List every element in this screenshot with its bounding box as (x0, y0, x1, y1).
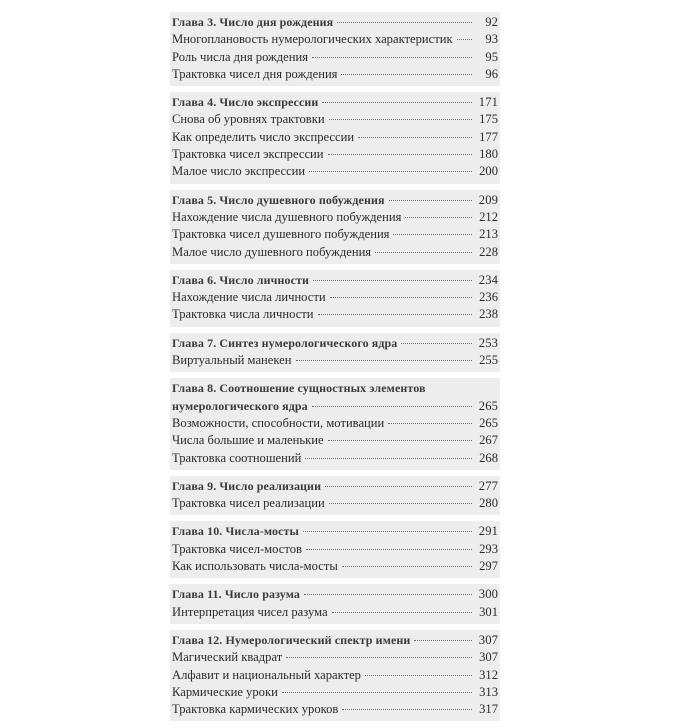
chapter-block (170, 584, 500, 624)
dot-leader (389, 200, 472, 201)
toc-entry-page-number: 301 (479, 604, 498, 619)
toc-entry-title: Алфавит и национальный характер (172, 667, 361, 682)
dot-leader (304, 594, 472, 595)
toc-entry (172, 163, 498, 180)
toc-entry-page-number: 228 (479, 244, 498, 259)
toc-entry-title: Многоплановость нумерологических характеристик (172, 32, 453, 47)
dot-leader (375, 252, 472, 253)
toc-entry (172, 604, 498, 621)
chapter-heading-page-number: 253 (478, 335, 498, 350)
dot-leader (341, 74, 472, 75)
dot-leader (328, 154, 472, 155)
chapter-block (170, 12, 500, 86)
chapter-heading-title: Глава 3. Число дня рождения (172, 15, 334, 29)
dot-leader (328, 440, 472, 441)
chapter-heading (172, 380, 498, 397)
toc-entry-title: Трактовка чисел-мостов (172, 541, 302, 556)
chapter-heading (172, 632, 498, 649)
toc-entry-title: Трактовка соотношений (172, 450, 302, 465)
chapter-heading-title: нумерологического ядра (172, 398, 308, 413)
toc-entry-page-number: 177 (479, 129, 498, 144)
toc-entry (172, 450, 498, 467)
toc-entry-page-number: 267 (479, 433, 498, 448)
toc-entry (172, 415, 498, 432)
toc-entry-title: Возможности, способности, мотивации (172, 415, 385, 430)
toc-entry-page-number: 313 (479, 684, 498, 699)
chapter-heading (172, 272, 498, 289)
dot-leader (305, 458, 472, 459)
toc-entry-title: Как использовать числа-мосты (172, 559, 338, 574)
chapter-block (170, 333, 500, 373)
chapter-heading (172, 586, 498, 603)
toc-entry (172, 129, 498, 146)
toc-entry-page-number: 236 (479, 290, 498, 305)
toc-entry-page-number: 268 (479, 450, 498, 465)
toc-entry (172, 289, 498, 306)
toc-entry-title: Интерпретация чисел разума (172, 604, 328, 619)
toc-entry-title: Малое число душевного побуждения (172, 244, 372, 259)
toc-entry (172, 667, 498, 684)
dot-leader (342, 709, 472, 710)
chapter-heading-title: Глава 12. Нумерологический спектр имени (172, 632, 411, 647)
toc-entry-page-number: 297 (479, 559, 498, 574)
dot-leader (312, 57, 472, 58)
chapter-heading-page-number: 209 (478, 192, 498, 207)
toc-entry-title: Нахождение числа душевного побуждения (172, 209, 402, 224)
dot-leader (457, 39, 472, 40)
chapter-block (170, 378, 500, 469)
chapter-heading-title: Глава 7. Синтез нумерологического ядра (172, 335, 398, 350)
chapter-heading-page-number: 300 (478, 587, 498, 602)
dot-leader (309, 171, 472, 172)
toc-entry-page-number: 95 (485, 49, 498, 64)
toc-entry-title: Роль числа дня рождения (172, 49, 309, 64)
toc-entry (172, 495, 498, 512)
chapter-heading (172, 335, 498, 352)
toc-entry (172, 649, 498, 666)
toc-entry-title: Магический квадрат (172, 650, 283, 665)
chapter-heading-title: Глава 11. Число разума (172, 587, 300, 602)
dot-leader (388, 423, 472, 424)
toc-entry-title: Снова об уровнях трактовки (172, 112, 325, 127)
dot-leader (313, 280, 472, 281)
toc-entry-title: Трактовка кармических уроков (172, 702, 339, 717)
toc-entry (172, 226, 498, 243)
toc-entry-page-number: 265 (479, 415, 498, 430)
chapter-block (170, 270, 500, 327)
toc-entry-page-number: 212 (479, 209, 498, 224)
toc-entry (172, 558, 498, 575)
toc-entry (172, 684, 498, 701)
dot-leader (329, 119, 472, 120)
toc-entry (172, 66, 498, 83)
dot-leader (393, 234, 472, 235)
chapter-heading-page-number: 92 (485, 15, 498, 29)
toc-entry (172, 146, 498, 163)
dot-leader (306, 549, 472, 550)
toc-entry-page-number: 317 (479, 702, 498, 717)
toc-entry-page-number: 307 (479, 650, 498, 665)
table-of-contents (170, 12, 500, 727)
toc-entry-page-number: 96 (485, 66, 498, 81)
dot-leader (329, 503, 472, 504)
toc-entry-page-number: 255 (479, 353, 498, 368)
toc-entry-page-number: 175 (479, 112, 498, 127)
chapter-heading-page-number: 291 (478, 524, 498, 539)
toc-entry (172, 31, 498, 48)
chapter-heading-title: Глава 6. Число личности (172, 272, 310, 287)
chapter-heading (172, 398, 498, 415)
chapter-block (170, 630, 500, 721)
toc-entry (172, 352, 498, 369)
chapter-heading-page-number: 307 (478, 632, 498, 647)
toc-entry (172, 306, 498, 323)
chapter-heading (172, 94, 498, 111)
toc-entry-page-number: 213 (479, 227, 498, 242)
toc-entry-page-number: 180 (479, 147, 498, 162)
toc-entry-title: Как определить число экспрессии (172, 129, 355, 144)
dot-leader (405, 217, 472, 218)
toc-entry-page-number: 280 (479, 496, 498, 511)
dot-leader (401, 343, 472, 344)
dot-leader (312, 406, 472, 407)
chapter-heading-title: Глава 9. Число реализации (172, 478, 322, 493)
dot-leader (332, 612, 472, 613)
toc-entry-title: Нахождение числа личности (172, 290, 326, 305)
toc-entry (172, 541, 498, 558)
chapter-heading-page-number: 171 (478, 95, 498, 110)
toc-entry-title: Малое число экспрессии (172, 164, 306, 179)
toc-entry-title: Трактовка числа личности (172, 307, 314, 322)
chapter-block (170, 521, 500, 578)
dot-leader (286, 657, 472, 658)
chapter-heading-title: Глава 8. Соотношение сущностных элементов (172, 381, 426, 396)
chapter-heading-page-number: 234 (478, 272, 498, 287)
toc-entry-title: Трактовка чисел дня рождения (172, 66, 338, 81)
dot-leader (322, 102, 472, 103)
toc-entry (172, 432, 498, 449)
chapter-heading-page-number: 265 (478, 398, 498, 413)
toc-entry-title: Числа большие и маленькие (172, 433, 324, 448)
chapter-block (170, 476, 500, 516)
chapter-heading-title: Глава 4. Число экспрессии (172, 95, 319, 110)
chapter-heading-page-number: 277 (478, 478, 498, 493)
toc-entry-title: Трактовка чисел реализации (172, 496, 325, 511)
toc-entry-title: Трактовка чисел экспрессии (172, 147, 324, 162)
dot-leader (330, 297, 472, 298)
dot-leader (303, 531, 472, 532)
dot-leader (414, 640, 472, 641)
dot-leader (282, 692, 472, 693)
toc-entry (172, 209, 498, 226)
toc-entry-page-number: 93 (485, 32, 498, 47)
dot-leader (325, 486, 472, 487)
dot-leader (358, 137, 472, 138)
toc-entry-title: Кармические уроки (172, 684, 278, 699)
dot-leader (342, 566, 472, 567)
dot-leader (318, 314, 472, 315)
dot-leader (365, 675, 472, 676)
toc-entry-page-number: 200 (479, 164, 498, 179)
toc-entry (172, 111, 498, 128)
dot-leader (296, 360, 473, 361)
chapter-heading-title: Глава 10. Числа-мосты (172, 524, 299, 539)
toc-entry-page-number: 293 (479, 541, 498, 556)
chapter-heading (172, 14, 498, 31)
toc-entry-title: Трактовка чисел душевного побуждения (172, 227, 390, 242)
toc-entry-page-number: 312 (479, 667, 498, 682)
chapter-block (170, 190, 500, 264)
chapter-heading (172, 523, 498, 540)
toc-entry-page-number: 238 (479, 307, 498, 322)
toc-entry (172, 49, 498, 66)
toc-entry-title: Виртуальный манекен (172, 353, 292, 368)
toc-entry (172, 701, 498, 718)
toc-entry (172, 244, 498, 261)
chapter-block (170, 92, 500, 183)
chapter-heading (172, 192, 498, 209)
dot-leader (337, 22, 472, 23)
chapter-heading (172, 478, 498, 495)
chapter-heading-title: Глава 5. Число душевного побуждения (172, 192, 385, 207)
